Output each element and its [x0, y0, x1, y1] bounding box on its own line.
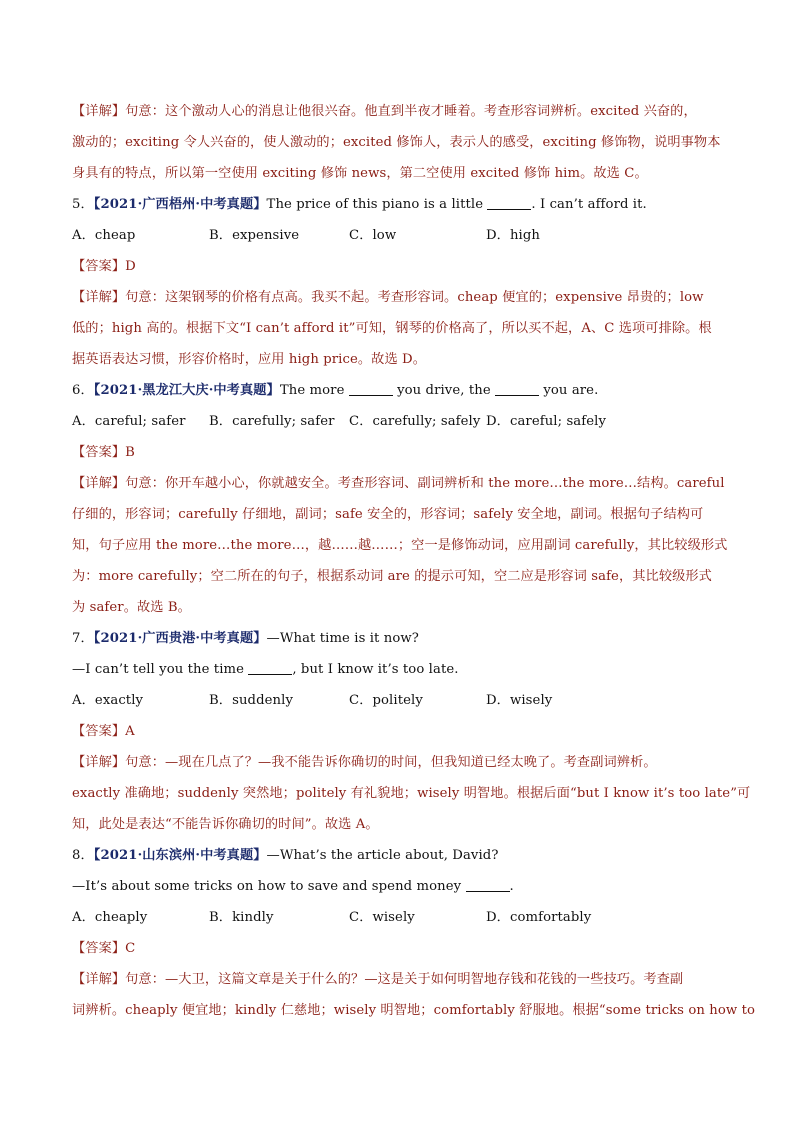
option-a: A．cheap [72, 228, 136, 243]
explanation-line: 知，句子应用 the more…the more…，越……越……；空一是修饰动词，应用副词 carefully，其比较级形式 [72, 538, 728, 553]
option-a: A．cheaply [72, 910, 148, 925]
answer-value: C [125, 941, 136, 956]
option-b: B．carefully; safer [209, 414, 335, 429]
question-text: you drive, the [392, 383, 496, 398]
answer-line [72, 933, 722, 964]
answer-label: 【答案】 [72, 445, 126, 460]
question-text: you are. [539, 383, 599, 398]
option-d: D．careful; safely [486, 414, 607, 429]
question-source: 【2021·黑龙江大庆·中考真题】 [93, 383, 280, 398]
question-text: The price of this piano is a little [266, 197, 488, 212]
options-row [72, 406, 722, 437]
explanation-line: 为：more carefully；空二所在的句子，根据系动词 are 的提示可知，空二应是形容词 safe，其比较级形式 [72, 569, 712, 584]
answer-line [72, 716, 722, 747]
option-d: D．wisely [486, 693, 553, 708]
dialogue-text: —It’s about some tricks on how to save and spend money [72, 879, 466, 894]
option-b: B．kindly [209, 910, 274, 925]
dialogue-text: , but I know it’s too late. [292, 662, 459, 677]
explanation-line: 仔细的，形容词；carefully 仔细地，副词；safe 安全的，形容词；safely 安全地，副词。根据句子结构可 [72, 507, 704, 522]
answer-label: 【答案】 [72, 724, 126, 739]
question-source: 【2021·山东滨州·中考真题】 [93, 848, 267, 863]
option-a: A．careful; safer [72, 414, 186, 429]
option-c: C．politely [349, 693, 423, 708]
question-number: 7． [72, 631, 94, 646]
question-text: . I can’t afford it. [531, 197, 647, 212]
explanation-line: 据英语表达习惯，形容价格时，应用 high price。故选 D。 [72, 352, 426, 367]
question-source: 【2021·广西贵港·中考真题】 [93, 631, 267, 646]
explanation-line: 激动的；exciting 令人兴奋的，使人激动的；excited 修饰人，表示人的感受，exciting 修饰物，说明事物本 [72, 135, 721, 150]
option-b: B．suddenly [209, 693, 293, 708]
explanation-line: 【详解】句意：你开车越小心，你就越安全。考查形容词、副词辨析和 the more…the more…结构。careful [72, 476, 725, 491]
dialogue-text: . [509, 879, 514, 894]
dialogue-line [72, 871, 722, 902]
question-number: 8． [72, 848, 94, 863]
answer-label: 【答案】 [72, 259, 126, 274]
explanation-line: 为 safer。故选 B。 [72, 600, 191, 615]
explanation-line: 低的；high 高的。根据下文“I can’t afford it”可知，钢琴的价格高了，所以买不起，A、C 选项可排除。根 [72, 321, 712, 336]
question-text: The more [279, 383, 349, 398]
option-d: D．high [486, 228, 541, 243]
answer-blank [487, 195, 531, 210]
answer-blank [466, 877, 510, 892]
answer-value: D [125, 259, 136, 274]
answer-blank [349, 381, 393, 396]
dialogue-line [72, 654, 722, 685]
options-row [72, 685, 722, 716]
question-text: —What’s the article about, David? [266, 848, 499, 863]
answer-value: A [125, 724, 135, 739]
option-c: C．low [349, 228, 397, 243]
answer-line [72, 251, 722, 282]
answer-label: 【答案】 [72, 941, 126, 956]
explanation-line: 【详解】句意：—大卫，这篇文章是关于什么的？—这是关于如何明智地存钱和花钱的一些技巧。考查副 [72, 972, 684, 987]
explanation-line: 知，此处是表达“不能告诉你确切的时间”。故选 A。 [72, 817, 379, 832]
question-line [72, 840, 722, 871]
document-page [72, 96, 756, 1026]
question-source: 【2021·广西梧州·中考真题】 [93, 197, 267, 212]
question-text: —What time is it now? [266, 631, 419, 646]
options-row [72, 902, 722, 933]
explanation-line: 【详解】句意：这个激动人心的消息让他很兴奋。他直到半夜才睡着。考查形容词辨析。excited 兴奋的， [72, 104, 697, 119]
question-number: 6． [72, 383, 94, 398]
dialogue-text: —I can’t tell you the time [72, 662, 249, 677]
question-line [72, 375, 722, 406]
question-line [72, 189, 722, 220]
option-c: C．wisely [349, 910, 415, 925]
answer-value: B [125, 445, 135, 460]
explanation-line: 身具有的特点，所以第一空使用 exciting 修饰 news，第二空使用 excited 修饰 him。故选 C。 [72, 166, 648, 181]
option-a: A．exactly [72, 693, 144, 708]
explanation-line: 【详解】句意：这架钢琴的价格有点高。我买不起。考查形容词。cheap 便宜的；expensive 昂贵的；low [72, 290, 704, 305]
answer-blank [495, 381, 539, 396]
question-line [72, 623, 722, 654]
option-d: D．comfortably [486, 910, 592, 925]
answer-blank [248, 660, 292, 675]
explanation-line: exactly 准确地；suddenly 突然地；politely 有礼貌地；wisely 明智地。根据后面“but I know it’s too late”可 [72, 786, 751, 801]
options-row [72, 220, 722, 251]
question-number: 5． [72, 197, 94, 212]
answer-line [72, 437, 722, 468]
explanation-line: 词辨析。cheaply 便宜地；kindly 仁慈地；wisely 明智地；comfortably 舒服地。根据“some tricks on how to [72, 1003, 756, 1018]
explanation-line: 【详解】句意：—现在几点了？—我不能告诉你确切的时间，但我知道已经太晚了。考查副词辨析。 [72, 755, 657, 770]
option-b: B．expensive [209, 228, 300, 243]
option-c: C．carefully; safely [349, 414, 481, 429]
